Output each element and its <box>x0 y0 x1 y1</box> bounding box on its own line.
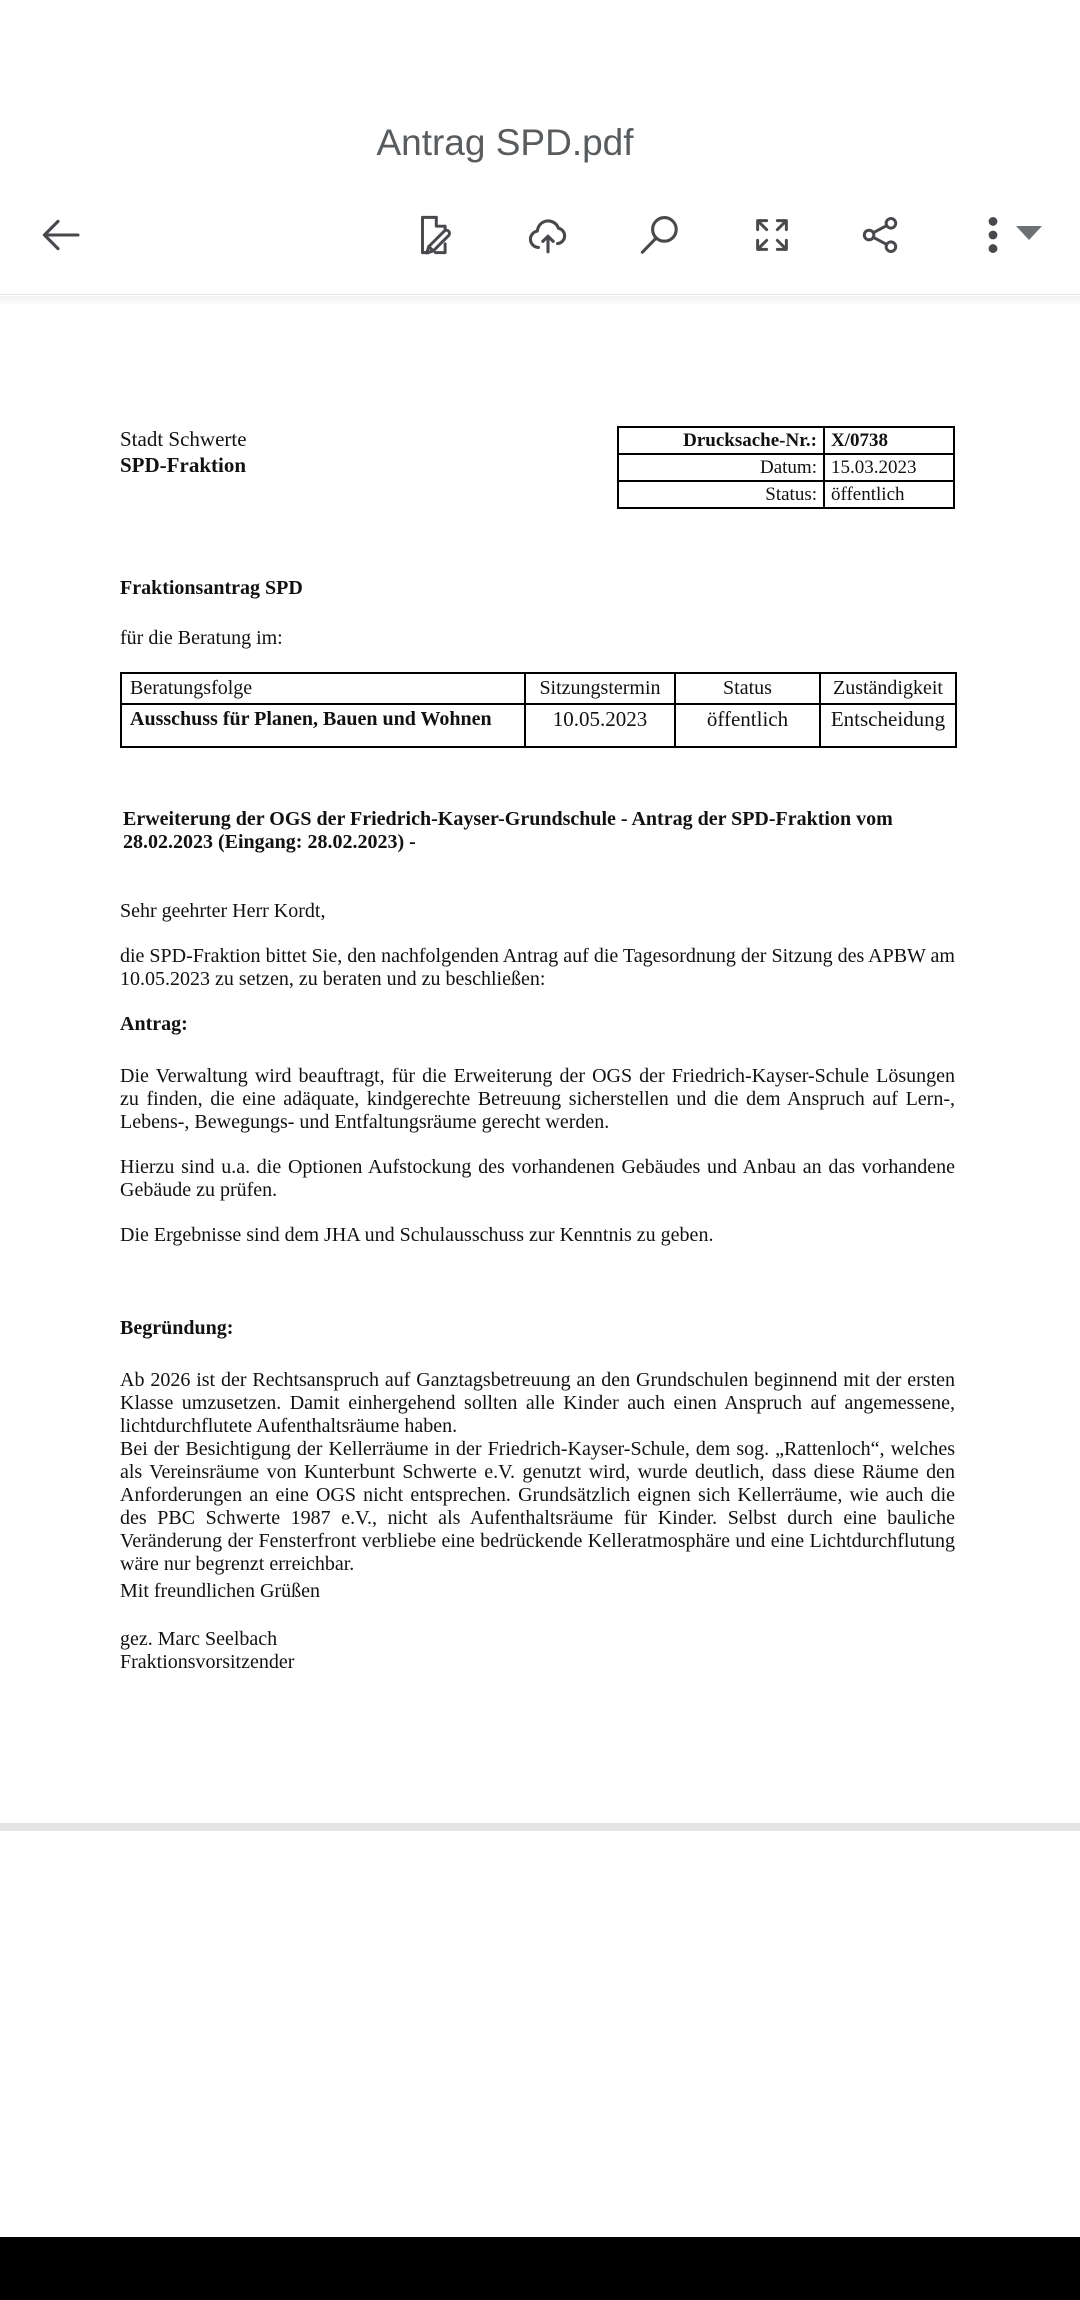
pdf-page-1 <box>0 296 1080 1823</box>
org-name: Stadt Schwerte <box>120 427 247 451</box>
upload-button[interactable] <box>520 207 576 263</box>
cloud-upload-icon <box>524 211 572 259</box>
intro-line: für die Beratung im: <box>120 627 283 649</box>
system-navigation-bar[interactable] <box>0 2237 1080 2300</box>
document-header <box>120 426 955 509</box>
paragraph-antrag-3: Die Ergebnisse sind dem JHA und Schulausschuss zur Kenntnis zu geben. <box>120 1224 714 1246</box>
paragraph-antrag-2: Hierzu sind u.a. die Optionen Aufstockung des vorhandenen Gebäudes und Anbau an das vorhandene Gebäude zu prüfen. <box>120 1156 955 1201</box>
responsibility-cell: Entscheidung <box>820 704 956 747</box>
column-header: Status <box>675 673 820 704</box>
organization-block <box>120 426 247 478</box>
paragraph-begruendung-2: Bei der Besichtigung der Kellerräume in der Friedrich-Kayser-Schule, dem sog. „Rattenloch“, welches als Vereinsräume von Kunterbunt Schwerte e.V. genutzt wird, wurde deutlich, dass diese Räume den Anforderungen an eine OGS nicht entsprechen. Grundsätzlich eignen sich Kellerräume, wie auch die des PBC Schwerte 1987 e.V., nicht als Aufenthaltsräume für Kinder. Selbst durch eine bauliche Veränderung der Fensterfront verbliebe eine bedrückende Kelleratmosphäre und eine Lichtdurchflutung wäre nur begrenzt erreichbar. <box>120 1438 955 1575</box>
more-options-button[interactable] <box>967 207 1019 263</box>
fullscreen-expand-icon <box>749 212 795 258</box>
back-arrow-icon <box>36 211 84 259</box>
pdf-viewer-area[interactable] <box>0 296 1080 2237</box>
dropdown-caret-icon[interactable] <box>1016 226 1042 240</box>
document-type-heading: Fraktionsantrag SPD <box>120 577 303 599</box>
status-cell: öffentlich <box>675 704 820 747</box>
paragraph-antrag-1: Die Verwaltung wird beauftragt, für die Erweiterung der OGS der Friedrich-Kayser-Schule Lösungen zu finden, die eine adäquate, kindgerechte Betreuung sicherstellen und die dem Anspruch auf Lern-, Lebens-, Bewegungs- und Entfaltungsräume gerecht werden. <box>120 1065 955 1133</box>
table-row <box>618 481 954 508</box>
table-row <box>618 454 954 481</box>
info-value: 15.03.2023 <box>824 454 954 481</box>
share-button[interactable] <box>852 207 908 263</box>
signature-role: Fraktionsvorsitzender <box>120 1651 295 1673</box>
info-value: X/0738 <box>824 427 954 454</box>
info-value: öffentlich <box>824 481 954 508</box>
fullscreen-button[interactable] <box>744 207 800 263</box>
pdf-viewer-appbar <box>0 0 1080 295</box>
consultation-table <box>120 672 957 748</box>
appbar-shadow <box>0 296 1080 306</box>
document-title: Antrag SPD.pdf <box>376 122 634 163</box>
pdf-page-2 <box>0 1831 1080 2237</box>
subject-heading: Erweiterung der OGS der Friedrich-Kayser-Grundschule - Antrag der SPD-Fraktion vom 28.02.2023 (Eingang: 28.02.2023) - <box>123 808 893 853</box>
info-label: Datum: <box>618 454 824 481</box>
paragraph-request: die SPD-Fraktion bittet Sie, den nachfolgenden Antrag auf die Tagesordnung der Sitzung des APBW am 10.05.2023 zu setzen, zu beraten und zu beschließen: <box>120 945 955 990</box>
edit-document-icon <box>411 212 457 258</box>
begruendung-heading: Begründung: <box>120 1317 234 1339</box>
column-header: Sitzungstermin <box>525 673 675 704</box>
page-separator <box>0 1823 1080 1831</box>
paragraph-begruendung-1: Ab 2026 ist der Rechtsanspruch auf Ganztagsbetreuung an den Grundschulen beginnend mit der ersten Klasse umzusetzen. Damit einhergehend sollten alle Kinder auch einen Anspruch auf angemessene, lichtdurchflutete Aufenthaltsräume haben. <box>120 1369 955 1437</box>
search-icon <box>636 211 684 259</box>
share-icon <box>857 212 903 258</box>
annotate-button[interactable] <box>406 207 462 263</box>
column-header: Zuständigkeit <box>820 673 956 704</box>
document-info-table <box>617 426 955 509</box>
info-label: Status: <box>618 481 824 508</box>
table-header-row <box>121 673 956 704</box>
info-label: Drucksache-Nr.: <box>618 427 824 454</box>
antrag-heading: Antrag: <box>120 1013 188 1035</box>
search-button[interactable] <box>632 207 688 263</box>
committee-cell: Ausschuss für Planen, Bauen und Wohnen <box>121 704 525 747</box>
table-row <box>121 704 956 747</box>
back-button[interactable] <box>32 207 88 263</box>
signature-name: gez. Marc Seelbach <box>120 1628 278 1650</box>
column-header: Beratungsfolge <box>121 673 525 704</box>
date-cell: 10.05.2023 <box>525 704 675 747</box>
table-row <box>618 427 954 454</box>
closing-line: Mit freundlichen Grüßen <box>120 1580 320 1602</box>
three-dot-menu-icon <box>971 213 1015 257</box>
org-fraction: SPD-Fraktion <box>120 453 246 477</box>
signature-block <box>120 1628 955 1674</box>
salutation: Sehr geehrter Herr Kordt, <box>120 900 326 922</box>
